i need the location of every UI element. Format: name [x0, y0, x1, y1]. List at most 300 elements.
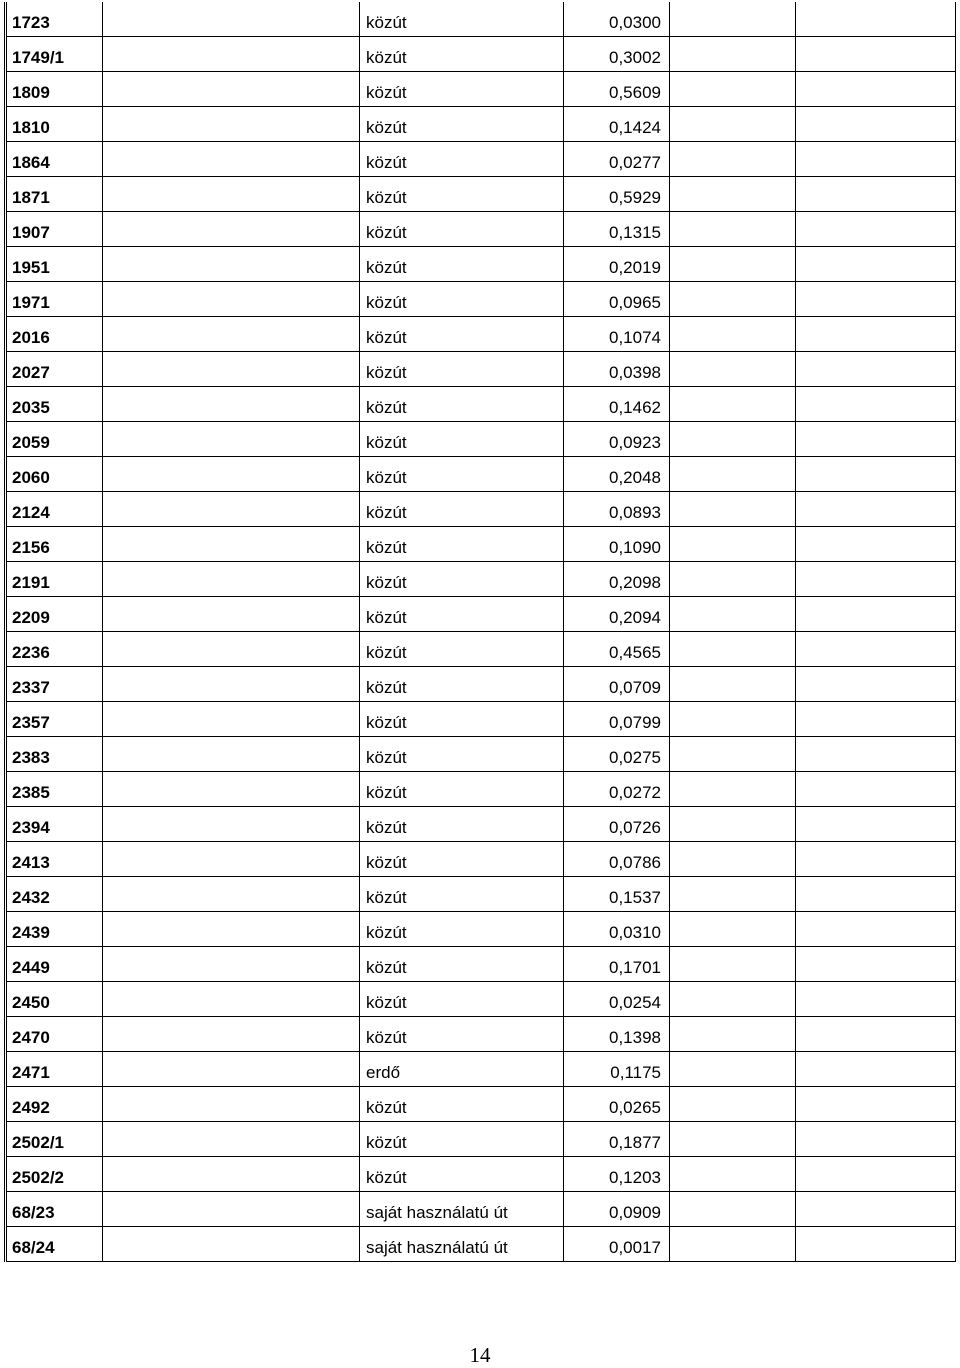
parcel-number-cell: [6, 1192, 103, 1227]
empty-cell: [670, 1087, 796, 1122]
parcel-number-text: 1809: [12, 83, 50, 102]
empty-cell: [670, 1192, 796, 1227]
area-cell: [564, 1017, 670, 1052]
land-use-text: közút: [366, 398, 407, 417]
area-cell: [564, 72, 670, 107]
empty-cell: [103, 1017, 360, 1052]
parcel-number-text: 2191: [12, 573, 50, 592]
table-row: [6, 387, 956, 422]
table-row: [6, 562, 956, 597]
empty-cell: [796, 807, 956, 842]
empty-cell: [670, 527, 796, 562]
land-use-text: közút: [366, 13, 407, 32]
empty-cell: [796, 387, 956, 422]
parcel-number-text: 2337: [12, 678, 50, 697]
empty-cell: [670, 912, 796, 947]
empty-cell: [796, 562, 956, 597]
area-cell: [564, 177, 670, 212]
area-cell: [564, 912, 670, 947]
table-row: [6, 527, 956, 562]
parcel-number-cell: [6, 142, 103, 177]
land-use-cell: [360, 352, 564, 387]
empty-cell: [670, 562, 796, 597]
empty-cell: [103, 1087, 360, 1122]
area-text: 0,0275: [609, 748, 661, 767]
empty-cell: [796, 702, 956, 737]
parcel-number-cell: [6, 247, 103, 282]
land-use-cell: [360, 37, 564, 72]
table-row: [6, 107, 956, 142]
area-cell: [564, 142, 670, 177]
empty-cell: [103, 667, 360, 702]
land-use-text: közút: [366, 993, 407, 1012]
table-row: [6, 772, 956, 807]
empty-cell: [796, 527, 956, 562]
land-use-text: közút: [366, 573, 407, 592]
table-row: [6, 912, 956, 947]
table-row: [6, 1052, 956, 1087]
land-use-text: közút: [366, 643, 407, 662]
area-cell: [564, 37, 670, 72]
empty-cell: [103, 982, 360, 1017]
empty-cell: [103, 282, 360, 317]
parcel-number-text: 68/24: [12, 1238, 55, 1257]
parcel-number-text: 2124: [12, 503, 50, 522]
land-use-cell: [360, 317, 564, 352]
empty-cell: [796, 1157, 956, 1192]
empty-cell: [670, 212, 796, 247]
empty-cell: [670, 772, 796, 807]
parcel-number-text: 2236: [12, 643, 50, 662]
area-text: 0,2019: [609, 258, 661, 277]
parcel-number-text: 1723: [12, 13, 50, 32]
land-use-text: közút: [366, 958, 407, 977]
empty-cell: [103, 2, 360, 37]
table-row: [6, 492, 956, 527]
empty-cell: [103, 772, 360, 807]
land-use-text: közút: [366, 223, 407, 242]
land-use-text: közút: [366, 328, 407, 347]
table-row: [6, 352, 956, 387]
empty-cell: [796, 842, 956, 877]
area-text: 0,3002: [609, 48, 661, 67]
area-text: 0,1877: [609, 1133, 661, 1152]
parcel-number-cell: [6, 877, 103, 912]
land-use-cell: [360, 1122, 564, 1157]
land-use-text: közút: [366, 1133, 407, 1152]
area-cell: [564, 667, 670, 702]
land-use-cell: [360, 142, 564, 177]
empty-cell: [796, 212, 956, 247]
land-use-cell: [360, 877, 564, 912]
area-cell: [564, 387, 670, 422]
table-row: [6, 632, 956, 667]
land-use-text: közút: [366, 363, 407, 382]
empty-cell: [103, 527, 360, 562]
parcel-number-cell: [6, 37, 103, 72]
area-text: 0,1537: [609, 888, 661, 907]
empty-cell: [796, 457, 956, 492]
table-row: [6, 247, 956, 282]
empty-cell: [796, 982, 956, 1017]
empty-cell: [103, 1157, 360, 1192]
parcel-number-text: 2209: [12, 608, 50, 627]
parcel-number-cell: [6, 317, 103, 352]
empty-cell: [796, 632, 956, 667]
parcel-number-text: 2450: [12, 993, 50, 1012]
empty-cell: [670, 807, 796, 842]
land-use-text: közút: [366, 923, 407, 942]
table-row: [6, 597, 956, 632]
parcel-number-cell: [6, 632, 103, 667]
parcel-number-text: 2502/2: [12, 1168, 64, 1187]
parcel-number-text: 2492: [12, 1098, 50, 1117]
empty-cell: [796, 177, 956, 212]
empty-cell: [103, 387, 360, 422]
table-row: [6, 982, 956, 1017]
empty-cell: [796, 107, 956, 142]
land-use-cell: [360, 772, 564, 807]
land-use-text: közút: [366, 433, 407, 452]
area-text: 0,1701: [609, 958, 661, 977]
land-use-text: közút: [366, 1098, 407, 1117]
area-text: 0,0709: [609, 678, 661, 697]
table-row: [6, 1087, 956, 1122]
area-cell: [564, 1157, 670, 1192]
empty-cell: [670, 457, 796, 492]
empty-cell: [796, 947, 956, 982]
empty-cell: [796, 352, 956, 387]
parcel-number-cell: [6, 842, 103, 877]
parcel-number-cell: [6, 72, 103, 107]
land-use-text: közút: [366, 1028, 407, 1047]
area-text: 0,1398: [609, 1028, 661, 1047]
parcel-number-cell: [6, 597, 103, 632]
area-cell: [564, 1122, 670, 1157]
land-use-text: erdő: [366, 1063, 401, 1082]
parcel-number-text: 2470: [12, 1028, 50, 1047]
area-text: 0,0310: [609, 923, 661, 942]
empty-cell: [103, 142, 360, 177]
parcel-number-text: 2502/1: [12, 1133, 64, 1152]
land-use-cell: [360, 282, 564, 317]
area-text: 0,0965: [609, 293, 661, 312]
area-text: 0,0893: [609, 503, 661, 522]
parcel-number-text: 68/23: [12, 1203, 55, 1222]
land-use-text: közút: [366, 713, 407, 732]
empty-cell: [670, 387, 796, 422]
area-cell: [564, 212, 670, 247]
empty-cell: [670, 877, 796, 912]
empty-cell: [670, 702, 796, 737]
table-row: [6, 947, 956, 982]
empty-cell: [670, 107, 796, 142]
land-use-cell: [360, 72, 564, 107]
parcel-number-cell: [6, 912, 103, 947]
area-text: 0,0254: [609, 993, 661, 1012]
area-cell: [564, 947, 670, 982]
table-row: [6, 667, 956, 702]
parcel-number-cell: [6, 212, 103, 247]
parcel-number-cell: [6, 107, 103, 142]
parcel-number-text: 2449: [12, 958, 50, 977]
area-text: 0,5609: [609, 83, 661, 102]
area-text: 0,4565: [609, 643, 661, 662]
area-text: 0,2098: [609, 573, 661, 592]
empty-cell: [670, 37, 796, 72]
parcel-number-text: 2383: [12, 748, 50, 767]
empty-cell: [103, 597, 360, 632]
table-row: [6, 1192, 956, 1227]
empty-cell: [796, 422, 956, 457]
empty-cell: [103, 562, 360, 597]
empty-cell: [796, 877, 956, 912]
empty-cell: [103, 37, 360, 72]
empty-cell: [103, 317, 360, 352]
empty-cell: [670, 982, 796, 1017]
area-cell: [564, 562, 670, 597]
area-text: 0,0909: [609, 1203, 661, 1222]
empty-cell: [796, 142, 956, 177]
parcel-number-cell: [6, 807, 103, 842]
table-row: [6, 1227, 956, 1262]
land-use-cell: [360, 457, 564, 492]
parcel-number-cell: [6, 352, 103, 387]
parcel-number-text: 1864: [12, 153, 50, 172]
empty-cell: [670, 317, 796, 352]
parcel-number-cell: [6, 457, 103, 492]
empty-cell: [796, 737, 956, 772]
area-text: 0,0017: [609, 1238, 661, 1257]
empty-cell: [796, 2, 956, 37]
land-use-cell: [360, 527, 564, 562]
parcel-number-text: 2059: [12, 433, 50, 452]
parcel-number-text: 2439: [12, 923, 50, 942]
empty-cell: [103, 947, 360, 982]
empty-cell: [670, 492, 796, 527]
area-cell: [564, 2, 670, 37]
empty-cell: [670, 142, 796, 177]
land-use-text: közút: [366, 818, 407, 837]
table-row: [6, 422, 956, 457]
land-use-cell: [360, 387, 564, 422]
parcel-number-cell: [6, 492, 103, 527]
empty-cell: [796, 1087, 956, 1122]
empty-cell: [103, 72, 360, 107]
table-row: [6, 177, 956, 212]
area-cell: [564, 527, 670, 562]
empty-cell: [796, 1227, 956, 1262]
land-use-text: közút: [366, 503, 407, 522]
table-row: [6, 1157, 956, 1192]
parcel-number-text: 1907: [12, 223, 50, 242]
empty-cell: [103, 1052, 360, 1087]
parcel-number-text: 2471: [12, 1063, 50, 1082]
area-text: 0,1315: [609, 223, 661, 242]
area-cell: [564, 982, 670, 1017]
empty-cell: [796, 72, 956, 107]
land-use-text: közút: [366, 853, 407, 872]
land-use-cell: [360, 842, 564, 877]
empty-cell: [103, 492, 360, 527]
land-use-cell: [360, 667, 564, 702]
table-row: [6, 702, 956, 737]
area-text: 0,2094: [609, 608, 661, 627]
area-text: 0,0726: [609, 818, 661, 837]
empty-cell: [670, 842, 796, 877]
area-text: 0,0786: [609, 853, 661, 872]
land-use-text: közút: [366, 678, 407, 697]
land-use-text: közút: [366, 538, 407, 557]
land-use-cell: [360, 947, 564, 982]
area-cell: [564, 597, 670, 632]
parcel-number-cell: [6, 947, 103, 982]
land-use-text: saját használatú út: [366, 1238, 508, 1257]
parcel-table: [4, 2, 956, 1262]
empty-cell: [670, 72, 796, 107]
land-use-text: közút: [366, 1168, 407, 1187]
area-cell: [564, 1087, 670, 1122]
area-cell: [564, 1227, 670, 1262]
table-row: [6, 1122, 956, 1157]
empty-cell: [103, 1192, 360, 1227]
area-cell: [564, 807, 670, 842]
empty-cell: [103, 1122, 360, 1157]
empty-cell: [103, 702, 360, 737]
parcel-number-text: 2027: [12, 363, 50, 382]
empty-cell: [103, 807, 360, 842]
area-text: 0,0398: [609, 363, 661, 382]
land-use-text: közút: [366, 153, 407, 172]
empty-cell: [670, 1052, 796, 1087]
area-text: 0,1203: [609, 1168, 661, 1187]
land-use-text: közút: [366, 48, 407, 67]
parcel-number-text: 2060: [12, 468, 50, 487]
land-use-cell: [360, 1157, 564, 1192]
land-use-cell: [360, 982, 564, 1017]
table-row: [6, 842, 956, 877]
table-row: [6, 807, 956, 842]
area-cell: [564, 702, 670, 737]
empty-cell: [103, 212, 360, 247]
parcel-number-text: 2432: [12, 888, 50, 907]
parcel-number-cell: [6, 737, 103, 772]
land-use-cell: [360, 212, 564, 247]
empty-cell: [670, 667, 796, 702]
area-text: 0,2048: [609, 468, 661, 487]
empty-cell: [796, 37, 956, 72]
area-cell: [564, 842, 670, 877]
land-use-cell: [360, 422, 564, 457]
empty-cell: [103, 632, 360, 667]
area-text: 0,1090: [609, 538, 661, 557]
empty-cell: [670, 947, 796, 982]
parcel-number-text: 2156: [12, 538, 50, 557]
parcel-number-cell: [6, 282, 103, 317]
area-text: 0,0277: [609, 153, 661, 172]
parcel-number-text: 1810: [12, 118, 50, 137]
parcel-number-text: 1749/1: [12, 48, 64, 67]
table-row: [6, 142, 956, 177]
empty-cell: [103, 177, 360, 212]
land-use-text: közút: [366, 188, 407, 207]
empty-cell: [796, 282, 956, 317]
land-use-text: közút: [366, 258, 407, 277]
land-use-text: közút: [366, 118, 407, 137]
empty-cell: [796, 912, 956, 947]
land-use-cell: [360, 1192, 564, 1227]
land-use-text: közút: [366, 748, 407, 767]
parcel-number-cell: [6, 177, 103, 212]
empty-cell: [796, 492, 956, 527]
empty-cell: [796, 1017, 956, 1052]
empty-cell: [103, 877, 360, 912]
land-use-cell: [360, 597, 564, 632]
land-use-cell: [360, 562, 564, 597]
table-row: [6, 1017, 956, 1052]
empty-cell: [796, 667, 956, 702]
empty-cell: [796, 772, 956, 807]
area-cell: [564, 877, 670, 912]
parcel-number-cell: [6, 422, 103, 457]
empty-cell: [103, 912, 360, 947]
area-text: 0,5929: [609, 188, 661, 207]
table-row: [6, 877, 956, 912]
empty-cell: [670, 177, 796, 212]
parcel-number-cell: [6, 2, 103, 37]
empty-cell: [670, 1017, 796, 1052]
land-use-cell: [360, 737, 564, 772]
parcel-number-cell: [6, 702, 103, 737]
empty-cell: [796, 1052, 956, 1087]
empty-cell: [103, 107, 360, 142]
area-cell: [564, 737, 670, 772]
land-use-text: közút: [366, 83, 407, 102]
area-cell: [564, 1052, 670, 1087]
land-use-text: közút: [366, 293, 407, 312]
area-text: 0,1424: [609, 118, 661, 137]
table-row: [6, 72, 956, 107]
area-text: 0,1175: [610, 1063, 661, 1082]
table-row: [6, 212, 956, 247]
parcel-number-text: 1871: [12, 188, 50, 207]
area-cell: [564, 247, 670, 282]
area-cell: [564, 107, 670, 142]
land-use-text: közút: [366, 468, 407, 487]
land-use-cell: [360, 1017, 564, 1052]
table-row: [6, 282, 956, 317]
parcel-number-text: 2394: [12, 818, 50, 837]
empty-cell: [103, 737, 360, 772]
area-cell: [564, 492, 670, 527]
area-cell: [564, 457, 670, 492]
empty-cell: [670, 1157, 796, 1192]
land-use-text: közút: [366, 608, 407, 627]
parcel-number-text: 1971: [12, 293, 50, 312]
area-text: 0,1074: [609, 328, 661, 347]
empty-cell: [670, 1122, 796, 1157]
table-row: [6, 2, 956, 37]
empty-cell: [670, 352, 796, 387]
area-cell: [564, 1192, 670, 1227]
land-use-cell: [360, 247, 564, 282]
empty-cell: [103, 352, 360, 387]
table-row: [6, 457, 956, 492]
parcel-number-cell: [6, 1227, 103, 1262]
empty-cell: [796, 1192, 956, 1227]
parcel-number-text: 2385: [12, 783, 50, 802]
parcel-table-body: [6, 2, 956, 1262]
